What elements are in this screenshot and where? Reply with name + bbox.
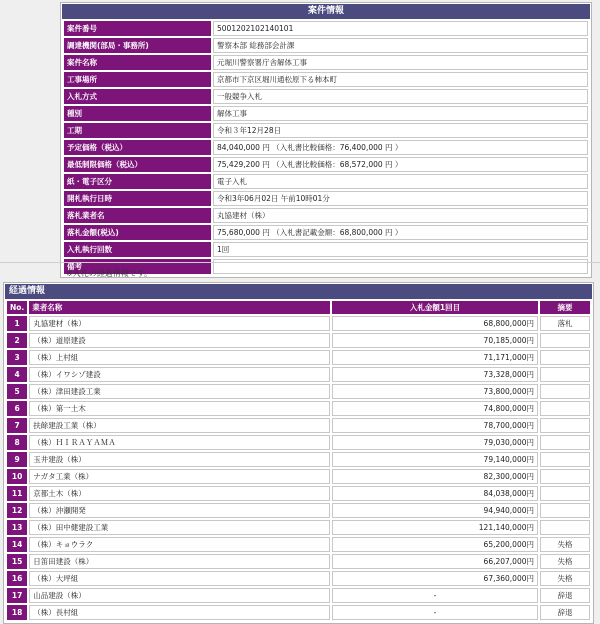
info-value: 75,429,200 円 （入札書比較価格：68,572,000 円 ） (213, 157, 588, 172)
bid-amount: 82,300,000円 (332, 469, 538, 484)
bid-remarks (540, 418, 590, 433)
bid-row (7, 401, 590, 416)
info-row (64, 123, 588, 138)
bid-company-name: （株）大坪組 (29, 571, 330, 586)
info-value: 警察本部 総務部会計課 (213, 38, 588, 53)
project-info-table (62, 19, 590, 276)
bid-row (7, 554, 590, 569)
info-label: 案件名称 (64, 55, 211, 70)
bid-amount: - (332, 588, 538, 603)
bid-row (7, 384, 590, 399)
bid-remarks: 失格 (540, 554, 590, 569)
bid-company-name: （株）第一土木 (29, 401, 330, 416)
info-value: 令和３年12月28日 (213, 123, 588, 138)
info-label: 最低制限価格（税込） (64, 157, 211, 172)
info-value: 電子入札 (213, 174, 588, 189)
info-value: 令和3年06月02日 午前10時01分 (213, 191, 588, 206)
bid-remarks (540, 401, 590, 416)
bid-row-number: 18 (7, 605, 27, 620)
info-label: 入札方式 (64, 89, 211, 104)
info-row (64, 208, 588, 223)
bid-company-name: （株）上村組 (29, 350, 330, 365)
bid-company-name: 山品建設（株） (29, 588, 330, 603)
bid-company-name: （株）道原建設 (29, 333, 330, 348)
bid-amount: 68,800,000円 (332, 316, 538, 331)
bid-row (7, 537, 590, 552)
bid-row (7, 435, 590, 450)
bid-history-table (5, 299, 592, 622)
bid-company-name: 京都土木（株） (29, 486, 330, 501)
bid-amount: 66,207,000円 (332, 554, 538, 569)
bid-row-number: 16 (7, 571, 27, 586)
bid-remarks: 失格 (540, 537, 590, 552)
bid-remarks (540, 333, 590, 348)
bid-remarks (540, 452, 590, 467)
info-row (64, 191, 588, 206)
info-row (64, 106, 588, 121)
bid-remarks: 辞退 (540, 605, 590, 620)
bid-row-number: 11 (7, 486, 27, 501)
bid-row-number: 5 (7, 384, 27, 399)
bid-row (7, 605, 590, 620)
bid-company-name: （株）沖瀬開発 (29, 503, 330, 518)
bid-amount: 70,185,000円 (332, 333, 538, 348)
info-row (64, 225, 588, 240)
bid-remarks (540, 520, 590, 535)
bid-row-number: 1 (7, 316, 27, 331)
bid-row-number: 17 (7, 588, 27, 603)
info-row (64, 38, 588, 53)
bid-amount: 79,140,000円 (332, 452, 538, 467)
info-row (64, 21, 588, 36)
info-label: 紙・電子区分 (64, 174, 211, 189)
info-value: 75,680,000 円 （入札書記載金額：68,800,000 円 ） (213, 225, 588, 240)
bid-row (7, 333, 590, 348)
bid-remarks (540, 486, 590, 501)
bid-remarks (540, 384, 590, 399)
bid-row (7, 350, 590, 365)
info-label: 案件番号 (64, 21, 211, 36)
bid-company-name: 日笛田建設（株） (29, 554, 330, 569)
bid-remarks (540, 469, 590, 484)
bid-amount: 121,140,000円 (332, 520, 538, 535)
info-label: 開札執行日時 (64, 191, 211, 206)
bid-amount: 73,800,000円 (332, 384, 538, 399)
info-row (64, 72, 588, 87)
bid-company-name: （株）長村組 (29, 605, 330, 620)
info-label: 工事場所 (64, 72, 211, 87)
info-value: 元堀川警察署庁舎解体工事 (213, 55, 588, 70)
header-remarks: 摘要 (540, 301, 590, 314)
bid-company-name: （株）イワシゾ建設 (29, 367, 330, 382)
bid-amount: 67,360,000円 (332, 571, 538, 586)
bid-history-header-row (7, 301, 590, 314)
bid-company-name: （株）ＨＩＲＡＹＡＭＡ (29, 435, 330, 450)
bid-row-number: 7 (7, 418, 27, 433)
bid-row (7, 571, 590, 586)
info-label: 備考 (64, 259, 211, 274)
bid-row (7, 418, 590, 433)
bid-amount: 94,940,000円 (332, 503, 538, 518)
info-label: 落札業者名 (64, 208, 211, 223)
bid-row (7, 367, 590, 382)
info-row (64, 55, 588, 70)
bid-amount: 73,328,000円 (332, 367, 538, 382)
info-label: 工期 (64, 123, 211, 138)
bid-amount: 74,800,000円 (332, 401, 538, 416)
bid-remarks (540, 503, 590, 518)
bid-amount: 65,200,000円 (332, 537, 538, 552)
info-value: 一般競争入札 (213, 89, 588, 104)
info-label: 予定価格（税込） (64, 140, 211, 155)
bid-history-panel (3, 282, 594, 624)
bid-row-number: 12 (7, 503, 27, 518)
bid-remarks (540, 367, 590, 382)
info-label: 調達機関(部局・事務所) (64, 38, 211, 53)
bid-row-number: 15 (7, 554, 27, 569)
bid-row (7, 486, 590, 501)
bid-amount: 78,700,000円 (332, 418, 538, 433)
info-value: 京都市下京区堀川通松原下る柿本町 (213, 72, 588, 87)
header-no: No. (7, 301, 27, 314)
header-bid-amount: 入札金額1回目 (332, 301, 538, 314)
bid-history-title: 経過情報 (5, 284, 592, 299)
info-value: 解体工事 (213, 106, 588, 121)
info-value: 84,040,000 円 （入札書比較価格：76,400,000 円 ） (213, 140, 588, 155)
bid-row (7, 520, 590, 535)
info-row (64, 157, 588, 172)
bid-row-number: 10 (7, 469, 27, 484)
section-divider (0, 262, 600, 263)
bid-amount: 79,030,000円 (332, 435, 538, 450)
info-label: 種別 (64, 106, 211, 121)
bid-row-number: 9 (7, 452, 27, 467)
info-row (64, 140, 588, 155)
bid-row-number: 2 (7, 333, 27, 348)
bid-row (7, 316, 590, 331)
info-value: 5001202102140101 (213, 21, 588, 36)
bid-row-number: 6 (7, 401, 27, 416)
bid-remarks: 失格 (540, 571, 590, 586)
bid-company-name: （株）津田建設工業 (29, 384, 330, 399)
bid-company-name: 扶餘建設工業（株） (29, 418, 330, 433)
info-value: 1回 (213, 242, 588, 257)
bid-amount: 84,038,000円 (332, 486, 538, 501)
bid-remarks: 落札 (540, 316, 590, 331)
bid-amount: 71,171,000円 (332, 350, 538, 365)
bid-remarks (540, 350, 590, 365)
bid-company-name: （株）キョウラク (29, 537, 330, 552)
bid-row-number: 3 (7, 350, 27, 365)
info-row (64, 89, 588, 104)
project-info-title: 案件情報 (62, 4, 590, 19)
bid-row (7, 588, 590, 603)
bid-row-number: 13 (7, 520, 27, 535)
bid-row-number: 14 (7, 537, 27, 552)
history-note: ※入札の経過情報です。 (66, 269, 153, 278)
bid-row (7, 469, 590, 484)
bid-amount: - (332, 605, 538, 620)
bid-company-name: （株）田中健建設工業 (29, 520, 330, 535)
bid-remarks (540, 435, 590, 450)
bid-company-name: 丸協建材（株） (29, 316, 330, 331)
info-value: 丸協建材（株） (213, 208, 588, 223)
info-label: 入札執行回数 (64, 242, 211, 257)
info-label: 落札金額(税込) (64, 225, 211, 240)
bid-remarks: 辞退 (540, 588, 590, 603)
project-info-panel (60, 2, 592, 278)
bid-row (7, 452, 590, 467)
bid-company-name: 玉井建設（株） (29, 452, 330, 467)
bid-company-name: ナガタ工業（株） (29, 469, 330, 484)
bid-row-number: 8 (7, 435, 27, 450)
header-company-name: 業者名称 (29, 301, 330, 314)
bid-row-number: 4 (7, 367, 27, 382)
info-row (64, 242, 588, 257)
bid-row (7, 503, 590, 518)
info-row (64, 174, 588, 189)
